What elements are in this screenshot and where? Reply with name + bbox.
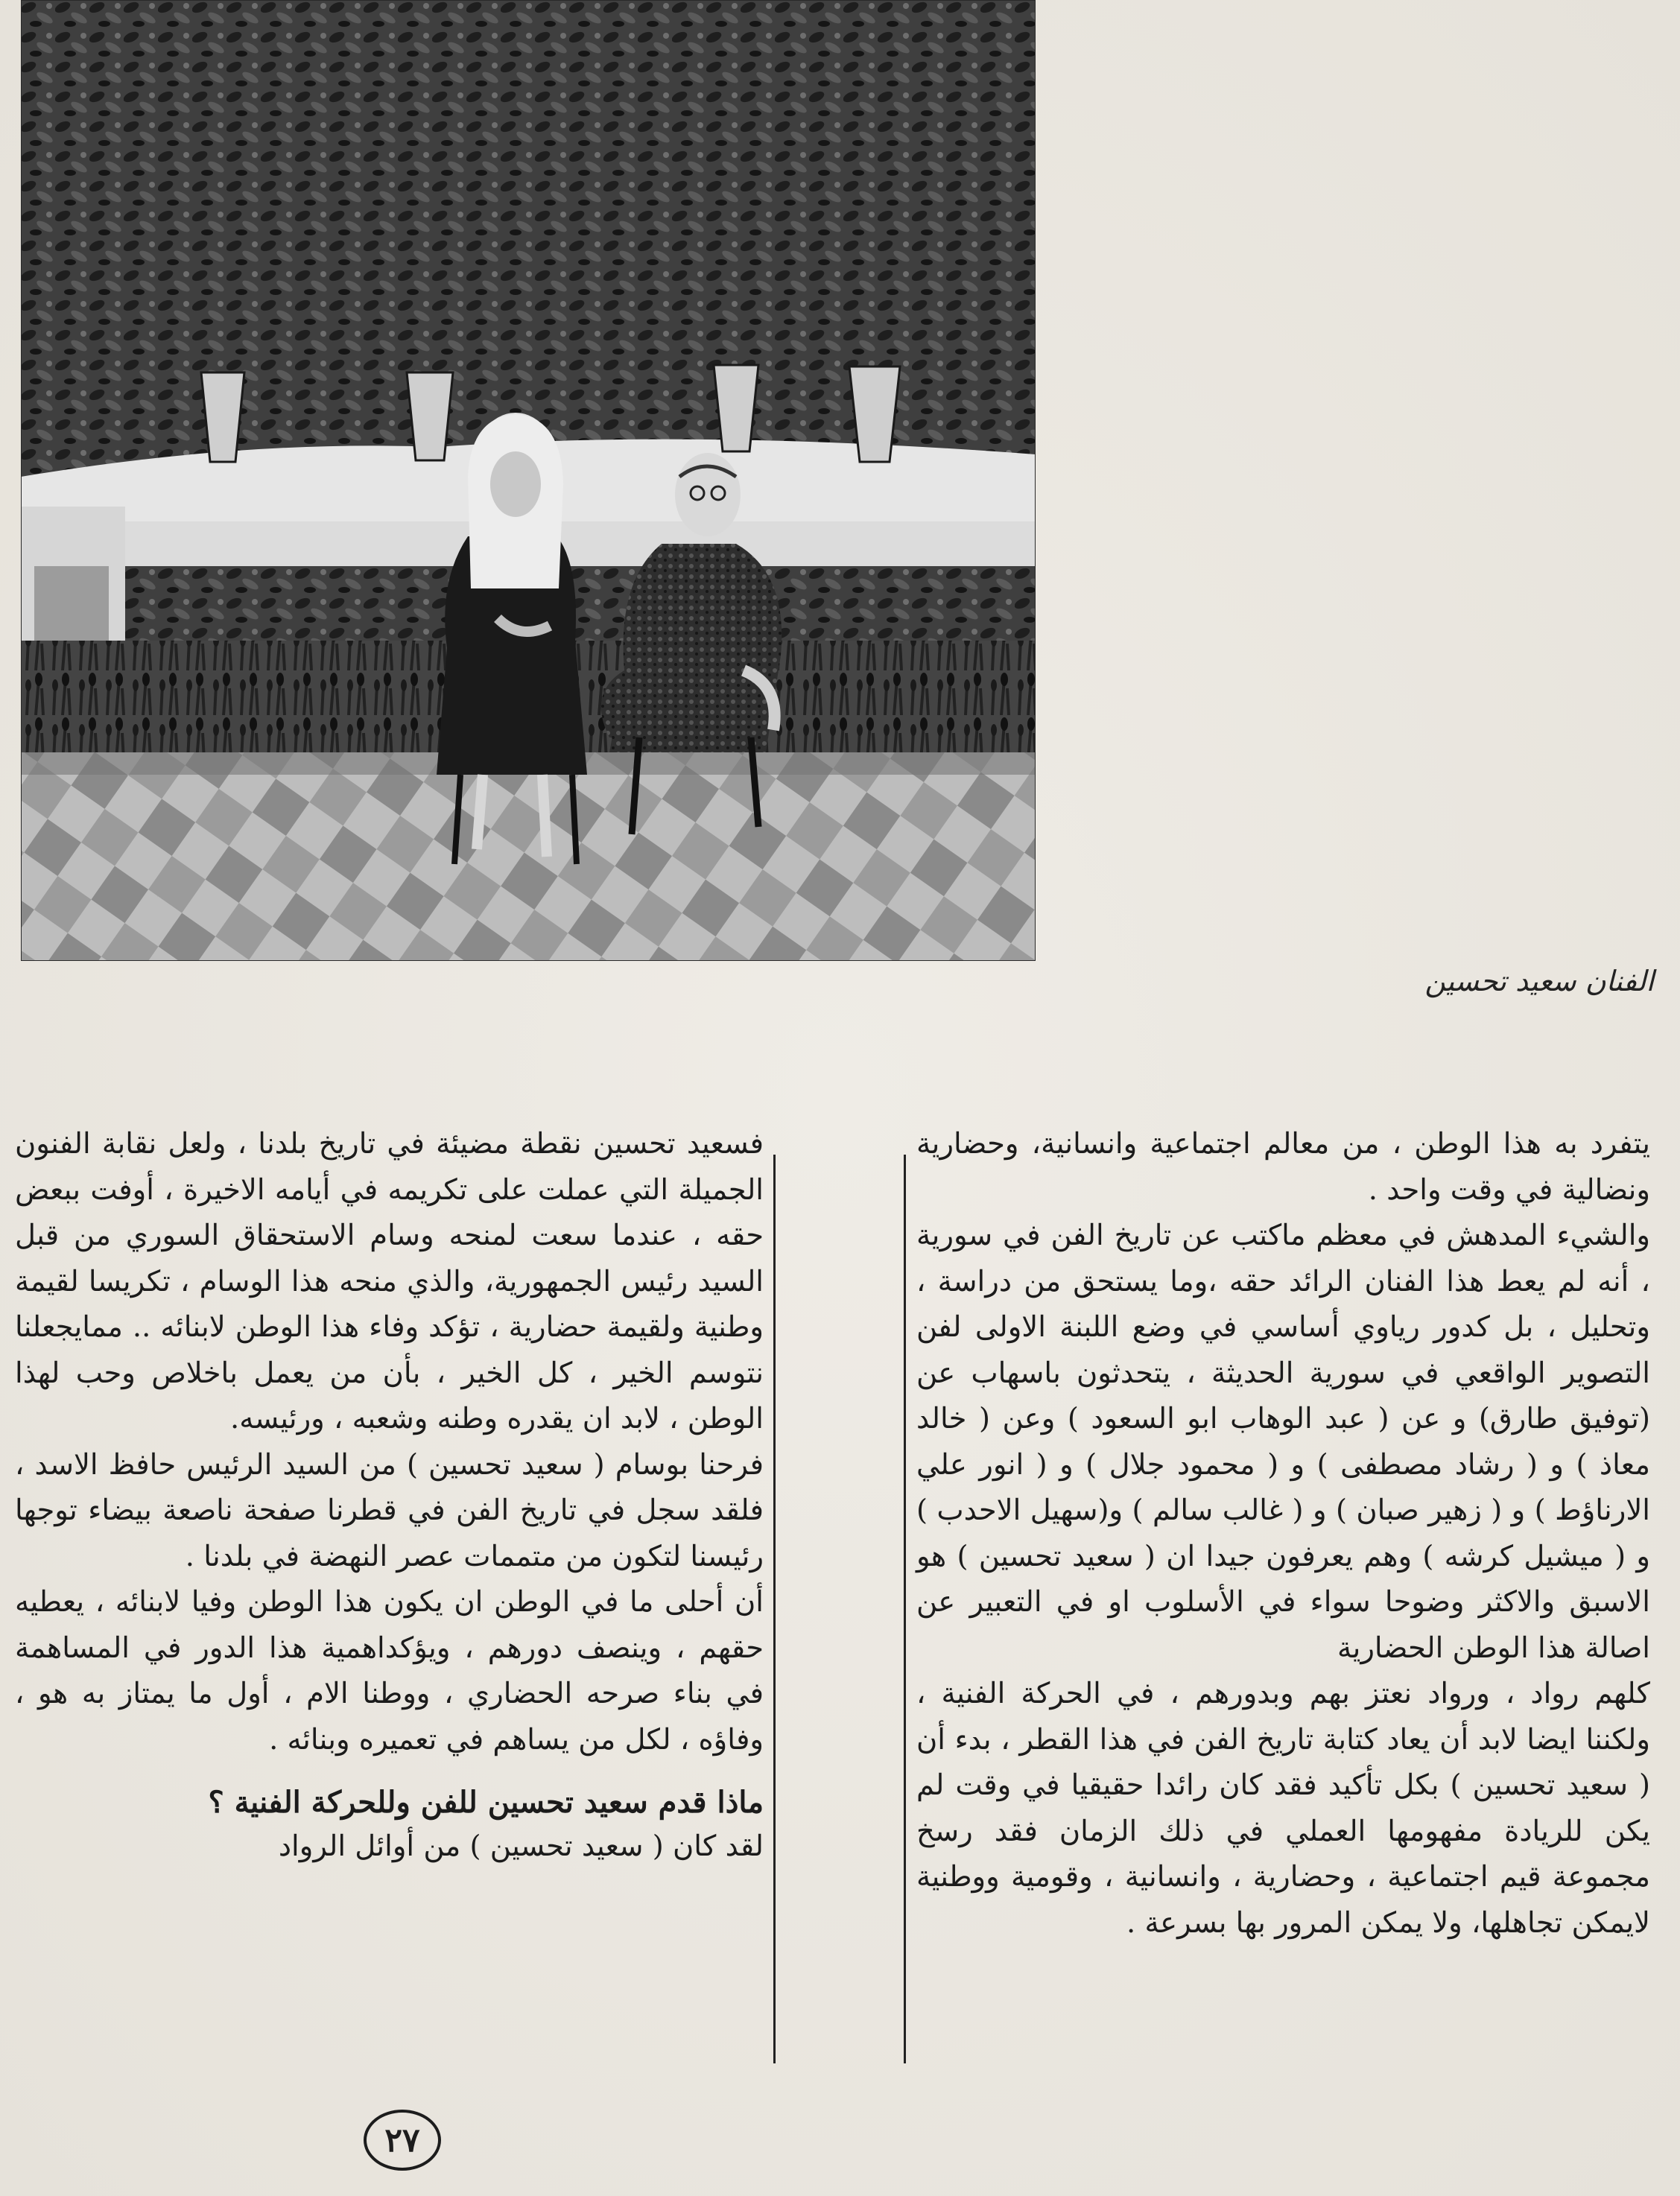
article-column-right (916, 1121, 1650, 1946)
paragraph: كلهم رواد ، ورواد نعتز بهم وبدورهم ، في الحركة الفنية ، ولكننا ايضا لابد أن يعاد كتابة تاريخ الفن في هذا القطر ، بدء أن ( سعيد تحسين ) بكل تأكيد فقد كان رائدا حقيقيا في وقت لم يكن للريادة مفهومها العملي في ذلك الزمان فقد رسخ مجموعة قيم اجتماعية ، وحضارية ، وانسانية ، وقومية ووطنية لايمكن تجاهلها، ولا يمكن المرور بها بسرعة . (916, 1677, 1650, 1940)
column-divider-right (904, 1155, 906, 2063)
paragraph: فسعيد تحسين نقطة مضيئة في تاريخ بلدنا ، ولعل نقابة الفنون الجميلة التي عملت على تكريمه في أيامه الاخيرة ، أوفت ببعض حقه ، عندما سعت لمنحه وسام الاستحقاق السوري من قبل السيد رئيس الجمهورية، والذي منحه هذا الوسام ، تكريسا لقيمة وطنية ولقيمة حضارية ، تؤكد وفاء هذا الوطن لابنائه .. ممايجعلنا نتوسم الخير ، كل الخير ، بأن من يعمل باخلاص وحب لهذا الوطن ، لابد ان يقدره وطنه وشعبه ، ورئيسه. (15, 1127, 764, 1435)
photograph (21, 0, 1036, 961)
paragraph: يتفرد به هذا الوطن ، من معالم اجتماعية وانسانية، وحضارية ونضالية في وقت واحد . (916, 1127, 1650, 1207)
paragraph: فرحنا بوسام ( سعيد تحسين ) من السيد الرئيس حافظ الاسد ، فلقد سجل في تاريخ الفن في قطرنا صفحة ناصعة بيضاء توجها رئيسنا لتكون من متممات عصر النهضة في بلدنا . (15, 1447, 764, 1573)
page-number: ٢٧ (364, 2110, 441, 2171)
article-column-left (15, 1121, 764, 1870)
paragraph: أن أحلى ما في الوطن ان يكون هذا الوطن وفيا لابنائه ، يعطيه حقهم ، وينصف دورهم ، ويؤكداهمية هذا الدور في المساهمة في بناء صرحه الحضاري ، ووطنا الام ، أول ما يمتاز به هو ، وفاؤه ، لكل من يساهم في تعميره وبنائه . (15, 1585, 764, 1757)
paragraph: والشيء المدهش في معظم ماكتب عن تاريخ الفن في سورية ، أنه لم يعط هذا الفنان الرائد حقه ،وما يستحق من دراسة ، وتحليل ، بل كدور رياوي أساسي في وضع اللبنة الاولى لفن التصوير الواقعي في سورية الحديثة ، يتحدثون باسهاب عن (توفيق طارق) و عن ( عبد الوهاب ابو السعود ) وعن ( خالد معاذ ) و ( رشاد مصطفى ) و ( محمود جلال ) و ( انور علي الارناؤط ) و ( زهير صبان ) و ( غالب سالم ) و(سهيل الاحدب ) و ( ميشيل كرشه ) وهم يعرفون جيدا ان ( سعيد تحسين ) هو الاسبق والاكثر وضوحا سواء في الأسلوب او في التعبير عن اصالة هذا الوطن الحضارية (916, 1219, 1650, 1665)
paragraph: لقد كان ( سعيد تحسين ) من أوائل الرواد (278, 1830, 764, 1863)
section-heading: ماذا قدم سعيد تحسين للفن وللحركة الفنية ؟ (208, 1785, 764, 1820)
column-divider-left (773, 1155, 776, 2063)
photo-caption: الفنان سعيد تحسين (1424, 965, 1654, 997)
